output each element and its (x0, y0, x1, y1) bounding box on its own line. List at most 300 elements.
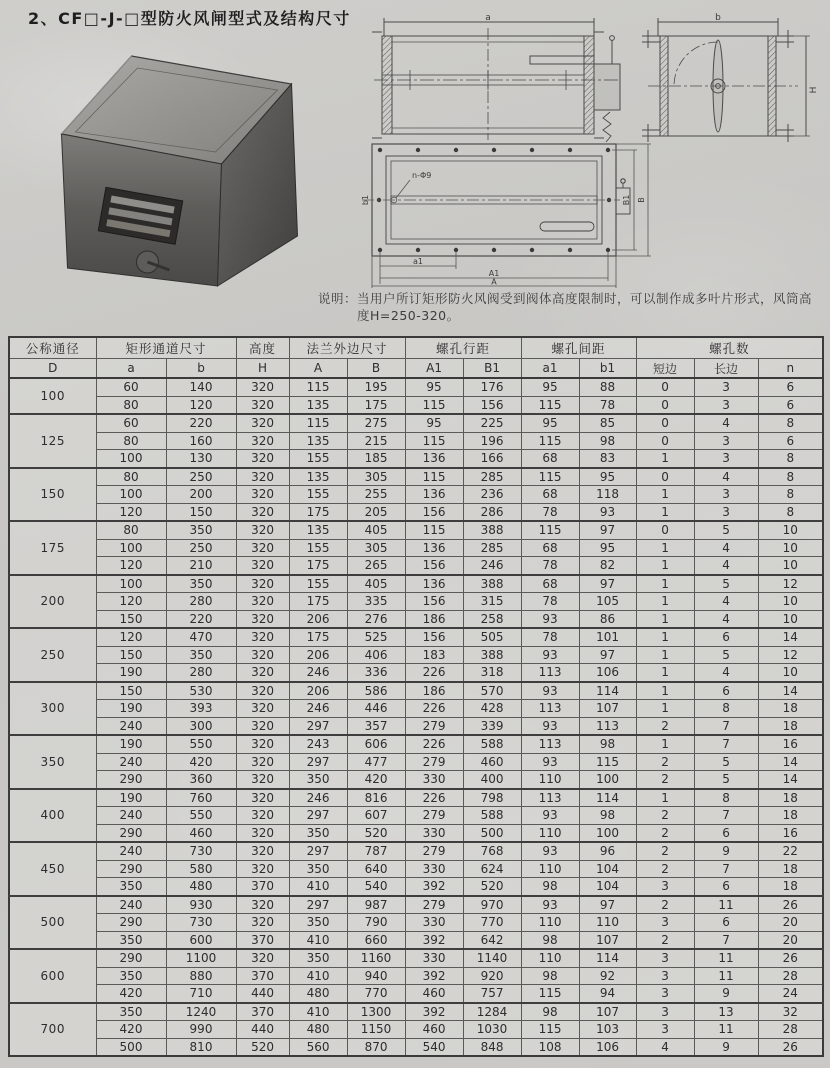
table-row (9, 628, 823, 646)
table-row (9, 682, 823, 700)
table-cell: 330 (405, 824, 463, 842)
column-group-header: 矩形通道尺寸 (96, 337, 236, 359)
table-cell: 370 (236, 1003, 289, 1021)
table-cell: 4 (694, 664, 758, 682)
table-cell: 320 (236, 486, 289, 504)
table-cell: 243 (289, 735, 347, 753)
table-cell: 155 (289, 450, 347, 468)
table-cell: 200 (166, 486, 236, 504)
table-row (9, 1038, 823, 1056)
damper-box-illustration (62, 56, 298, 286)
table-cell: 135 (289, 396, 347, 414)
table-cell: 6 (694, 682, 758, 700)
table-cell: 93 (521, 842, 579, 860)
table-cell: 98 (521, 931, 579, 949)
table-cell: 115 (289, 378, 347, 396)
table-cell: 279 (405, 896, 463, 914)
table-cell: 320 (236, 450, 289, 468)
table-cell: 330 (405, 914, 463, 932)
table-cell: 1140 (463, 949, 521, 967)
table-cell: 18 (758, 717, 823, 735)
table-cell: 360 (166, 771, 236, 789)
table-cell: 28 (758, 1021, 823, 1039)
table-cell: 300 (166, 717, 236, 735)
table-cell: 113 (579, 717, 636, 735)
table-cell: 320 (236, 896, 289, 914)
table-cell: 406 (347, 646, 405, 664)
table-cell: 135 (289, 521, 347, 539)
table-cell: 8 (758, 414, 823, 432)
diameter-cell: 125 (9, 414, 96, 468)
column-header: A1 (405, 359, 463, 379)
table-cell: 8 (758, 503, 823, 521)
table-cell: 78 (521, 628, 579, 646)
table-cell: 175 (289, 593, 347, 611)
table-cell: 8 (694, 700, 758, 718)
table-cell: 210 (166, 557, 236, 575)
table-cell: 136 (405, 486, 463, 504)
table-cell: 540 (347, 878, 405, 896)
table-cell: 118 (579, 486, 636, 504)
table-row (9, 753, 823, 771)
table-cell: 388 (463, 575, 521, 593)
table-cell: 4 (694, 610, 758, 628)
table-cell: 335 (347, 593, 405, 611)
table-cell: 320 (236, 824, 289, 842)
note-label: 说明： (318, 291, 358, 306)
table-row (9, 735, 823, 753)
table-cell: 98 (521, 1003, 579, 1021)
product-photo (50, 46, 308, 294)
column-group-header: 螺孔间距 (521, 337, 636, 359)
table-cell: 320 (236, 557, 289, 575)
table-cell: 28 (758, 967, 823, 985)
table-cell: 246 (289, 789, 347, 807)
diameter-cell: 450 (9, 842, 96, 896)
table-row (9, 985, 823, 1003)
table-cell: 18 (758, 789, 823, 807)
table-cell: 110 (521, 914, 579, 932)
diameter-cell: 300 (9, 682, 96, 736)
table-cell: 9 (694, 1038, 758, 1056)
table-cell: 246 (463, 557, 521, 575)
table-cell: 206 (289, 646, 347, 664)
table-cell: 240 (96, 842, 166, 860)
table-cell: 93 (521, 646, 579, 664)
table-cell: 18 (758, 860, 823, 878)
table-cell: 100 (96, 450, 166, 468)
table-cell: 98 (579, 432, 636, 450)
column-header: A (289, 359, 347, 379)
table-row (9, 949, 823, 967)
table-cell: 460 (463, 753, 521, 771)
table-row (9, 432, 823, 450)
table-cell: 26 (758, 1038, 823, 1056)
table-cell: 4 (694, 414, 758, 432)
table-cell: 183 (405, 646, 463, 664)
table-cell: 110 (521, 824, 579, 842)
table-cell: 279 (405, 807, 463, 825)
table-cell: 226 (405, 700, 463, 718)
table-cell: 848 (463, 1038, 521, 1056)
table-cell: 320 (236, 396, 289, 414)
table-row (9, 860, 823, 878)
table-cell: 790 (347, 914, 405, 932)
table-cell: 770 (463, 914, 521, 932)
table-cell: 150 (96, 646, 166, 664)
table-cell: 2 (636, 807, 694, 825)
note-text (357, 290, 826, 324)
table-cell: 405 (347, 575, 405, 593)
table-cell: 226 (405, 735, 463, 753)
table-cell: 156 (405, 557, 463, 575)
table-cell: 14 (758, 771, 823, 789)
table-cell: 176 (463, 378, 521, 396)
table-cell: 606 (347, 735, 405, 753)
table-row (9, 931, 823, 949)
table-cell: 16 (758, 824, 823, 842)
table-cell: 68 (521, 486, 579, 504)
table-cell: 106 (579, 664, 636, 682)
table-cell: 78 (521, 557, 579, 575)
table-cell: 136 (405, 450, 463, 468)
table-cell: 2 (636, 771, 694, 789)
dim-label-a: a (485, 13, 491, 23)
table-cell: 166 (463, 450, 521, 468)
diameter-cell: 400 (9, 789, 96, 843)
table-cell: 98 (579, 735, 636, 753)
table-cell: 10 (758, 593, 823, 611)
column-header: D (9, 359, 96, 379)
table-cell: 320 (236, 432, 289, 450)
table-cell: 95 (405, 378, 463, 396)
table-cell: 6 (758, 378, 823, 396)
table-cell: 2 (636, 842, 694, 860)
table-cell: 175 (289, 503, 347, 521)
table-cell: 420 (166, 753, 236, 771)
table-cell: 120 (96, 628, 166, 646)
table-cell: 100 (96, 486, 166, 504)
dim-label-b1: b1 (361, 194, 370, 206)
table-cell: 315 (463, 593, 521, 611)
table-cell: 240 (96, 896, 166, 914)
table-cell: 103 (579, 1021, 636, 1039)
table-cell: 114 (579, 682, 636, 700)
table-cell: 420 (347, 771, 405, 789)
table-row (9, 575, 823, 593)
table-cell: 710 (166, 985, 236, 1003)
table-cell: 7 (694, 931, 758, 949)
table-row (9, 717, 823, 735)
table-cell: 297 (289, 896, 347, 914)
table-cell: 460 (405, 985, 463, 1003)
table-cell: 336 (347, 664, 405, 682)
table-cell: 276 (347, 610, 405, 628)
table-cell: 350 (289, 860, 347, 878)
table-cell: 115 (521, 468, 579, 486)
table-cell: 11 (694, 1021, 758, 1039)
table-cell: 250 (166, 468, 236, 486)
table-cell: 987 (347, 896, 405, 914)
table-row (9, 378, 823, 396)
table-cell: 320 (236, 949, 289, 967)
column-header: B1 (463, 359, 521, 379)
table-cell: 880 (166, 967, 236, 985)
table-cell: 110 (521, 860, 579, 878)
column-group-header: 螺孔行距 (405, 337, 521, 359)
table-cell: 97 (579, 646, 636, 664)
table-cell: 940 (347, 967, 405, 985)
table-cell: 225 (463, 414, 521, 432)
table-cell: 10 (758, 539, 823, 557)
table-cell: 1 (636, 450, 694, 468)
table-cell: 410 (289, 931, 347, 949)
table-cell: 1 (636, 486, 694, 504)
table-cell: 115 (405, 396, 463, 414)
diameter-cell: 100 (9, 378, 96, 414)
table-cell: 500 (96, 1038, 166, 1056)
table-cell: 150 (96, 610, 166, 628)
table-cell: 6 (758, 432, 823, 450)
table-cell: 78 (521, 503, 579, 521)
table-cell: 768 (463, 842, 521, 860)
table-cell: 320 (236, 717, 289, 735)
table-cell: 255 (347, 486, 405, 504)
table-cell: 7 (694, 807, 758, 825)
table-cell: 11 (694, 967, 758, 985)
table-cell: 6 (694, 824, 758, 842)
table-cell: 98 (579, 807, 636, 825)
table-cell: 115 (405, 521, 463, 539)
table-cell: 320 (236, 539, 289, 557)
table-cell: 68 (521, 539, 579, 557)
table-cell: 550 (166, 735, 236, 753)
table-cell: 240 (96, 807, 166, 825)
table-cell: 990 (166, 1021, 236, 1039)
table-cell: 24 (758, 985, 823, 1003)
table-row (9, 610, 823, 628)
column-group-header: 公称通径 (9, 337, 96, 359)
dim-label-h: H (809, 86, 819, 94)
table-cell: 290 (96, 824, 166, 842)
table-cell: 226 (405, 789, 463, 807)
table-cell: 480 (166, 878, 236, 896)
table-cell: 320 (236, 521, 289, 539)
table-cell: 95 (579, 539, 636, 557)
table-cell: 1 (636, 789, 694, 807)
table-cell: 6 (694, 878, 758, 896)
table-cell: 113 (521, 789, 579, 807)
table-cell: 115 (289, 414, 347, 432)
table-cell: 0 (636, 396, 694, 414)
table-cell: 570 (463, 682, 521, 700)
table-cell: 26 (758, 896, 823, 914)
table-cell: 8 (694, 789, 758, 807)
table-cell: 600 (166, 931, 236, 949)
table-cell: 135 (289, 432, 347, 450)
table-head (9, 337, 823, 378)
table-cell: 370 (236, 878, 289, 896)
table-cell: 279 (405, 842, 463, 860)
table-cell: 265 (347, 557, 405, 575)
table-cell: 1240 (166, 1003, 236, 1021)
table-row (9, 789, 823, 807)
dim-label-a1: a1 (413, 257, 423, 266)
table-row (9, 646, 823, 664)
table-cell: 290 (96, 949, 166, 967)
table-cell: 5 (694, 575, 758, 593)
table-cell: 113 (521, 735, 579, 753)
table-cell: 560 (289, 1038, 347, 1056)
table-cell: 5 (694, 646, 758, 664)
table-cell: 3 (636, 914, 694, 932)
table-row (9, 771, 823, 789)
table-cell: 110 (579, 914, 636, 932)
table-cell: 730 (166, 914, 236, 932)
table-cell: 816 (347, 789, 405, 807)
table-cell: 1284 (463, 1003, 521, 1021)
table-cell: 115 (521, 521, 579, 539)
table-cell: 4 (694, 539, 758, 557)
table-cell: 156 (405, 628, 463, 646)
column-group-header: 螺孔数 (636, 337, 823, 359)
table-cell: 400 (463, 771, 521, 789)
table-cell: 107 (579, 1003, 636, 1021)
table-cell: 6 (758, 396, 823, 414)
table-cell: 93 (521, 896, 579, 914)
table-cell: 640 (347, 860, 405, 878)
table-cell: 107 (579, 700, 636, 718)
table-cell: 320 (236, 468, 289, 486)
table-cell: 68 (521, 450, 579, 468)
table-cell: 190 (96, 789, 166, 807)
table-cell: 798 (463, 789, 521, 807)
table-cell: 190 (96, 700, 166, 718)
table-cell: 95 (579, 468, 636, 486)
table-cell: 580 (166, 860, 236, 878)
table-cell: 12 (758, 646, 823, 664)
table-cell: 115 (521, 432, 579, 450)
table-cell: 0 (636, 414, 694, 432)
table-cell: 4 (694, 468, 758, 486)
table-cell: 240 (96, 717, 166, 735)
table-cell: 250 (166, 539, 236, 557)
table-cell: 11 (694, 896, 758, 914)
diameter-cell: 350 (9, 735, 96, 789)
table-cell: 642 (463, 931, 521, 949)
column-header: b1 (579, 359, 636, 379)
diameter-cell: 500 (9, 896, 96, 950)
table-row (9, 396, 823, 414)
section-view-drawing (628, 12, 825, 145)
note-line-1: 当用户所订矩形防火风阀受到阀体高度限制时，可以制作成多叶片形式，风筒高 (357, 291, 813, 306)
table-cell: 320 (236, 860, 289, 878)
table-cell: 100 (96, 539, 166, 557)
table-cell: 2 (636, 717, 694, 735)
table-cell: 120 (96, 593, 166, 611)
column-group-header: 高度 (236, 337, 289, 359)
table-cell: 3 (636, 967, 694, 985)
table-cell: 320 (236, 610, 289, 628)
table-cell: 500 (463, 824, 521, 842)
table-cell: 279 (405, 753, 463, 771)
table-cell: 114 (579, 949, 636, 967)
table-cell: 175 (289, 557, 347, 575)
table-cell: 115 (405, 432, 463, 450)
table-cell: 6 (694, 628, 758, 646)
table-cell: 1 (636, 700, 694, 718)
table-cell: 440 (236, 985, 289, 1003)
table-cell: 2 (636, 931, 694, 949)
table-cell: 16 (758, 735, 823, 753)
table-cell: 350 (289, 949, 347, 967)
table-cell: 350 (96, 967, 166, 985)
table-cell: 135 (289, 468, 347, 486)
table-cell: 32 (758, 1003, 823, 1021)
table-row (9, 468, 823, 486)
table-cell: 3 (694, 503, 758, 521)
table-cell: 297 (289, 842, 347, 860)
table-cell: 305 (347, 468, 405, 486)
table-cell: 339 (463, 717, 521, 735)
table-cell: 870 (347, 1038, 405, 1056)
page-title: 2、CF□-J-□型防火风闸型式及结构尺寸 (28, 9, 351, 28)
table-cell: 320 (236, 735, 289, 753)
column-group-header: 法兰外边尺寸 (289, 337, 405, 359)
table-cell: 1 (636, 557, 694, 575)
dimension-table (8, 336, 824, 1057)
table-cell: 107 (579, 931, 636, 949)
table-cell: 20 (758, 914, 823, 932)
table-cell: 320 (236, 771, 289, 789)
table-cell: 88 (579, 378, 636, 396)
table-cell: 156 (405, 503, 463, 521)
table-cell: 1030 (463, 1021, 521, 1039)
table-cell: 607 (347, 807, 405, 825)
table-cell: 186 (405, 610, 463, 628)
table-cell: 100 (96, 575, 166, 593)
table-cell: 330 (405, 949, 463, 967)
table-cell: 94 (579, 985, 636, 1003)
table-cell: 757 (463, 985, 521, 1003)
table-cell: 588 (463, 807, 521, 825)
table-cell: 275 (347, 414, 405, 432)
table-cell: 392 (405, 931, 463, 949)
table-row (9, 593, 823, 611)
table-cell: 3 (694, 450, 758, 468)
table-row (9, 521, 823, 539)
table-cell: 770 (347, 985, 405, 1003)
table-cell: 3 (694, 378, 758, 396)
table-cell: 810 (166, 1038, 236, 1056)
table-cell: 226 (405, 664, 463, 682)
table-cell: 505 (463, 628, 521, 646)
table-cell: 104 (579, 878, 636, 896)
table-cell: 113 (521, 700, 579, 718)
table-cell: 320 (236, 593, 289, 611)
table-row (9, 503, 823, 521)
table-cell: 285 (463, 539, 521, 557)
table-cell: 14 (758, 628, 823, 646)
table-cell: 760 (166, 789, 236, 807)
table-cell: 388 (463, 521, 521, 539)
table-cell: 0 (636, 521, 694, 539)
table-row (9, 878, 823, 896)
table-cell: 280 (166, 593, 236, 611)
table-cell: 80 (96, 521, 166, 539)
table-cell: 920 (463, 967, 521, 985)
table-cell: 18 (758, 807, 823, 825)
